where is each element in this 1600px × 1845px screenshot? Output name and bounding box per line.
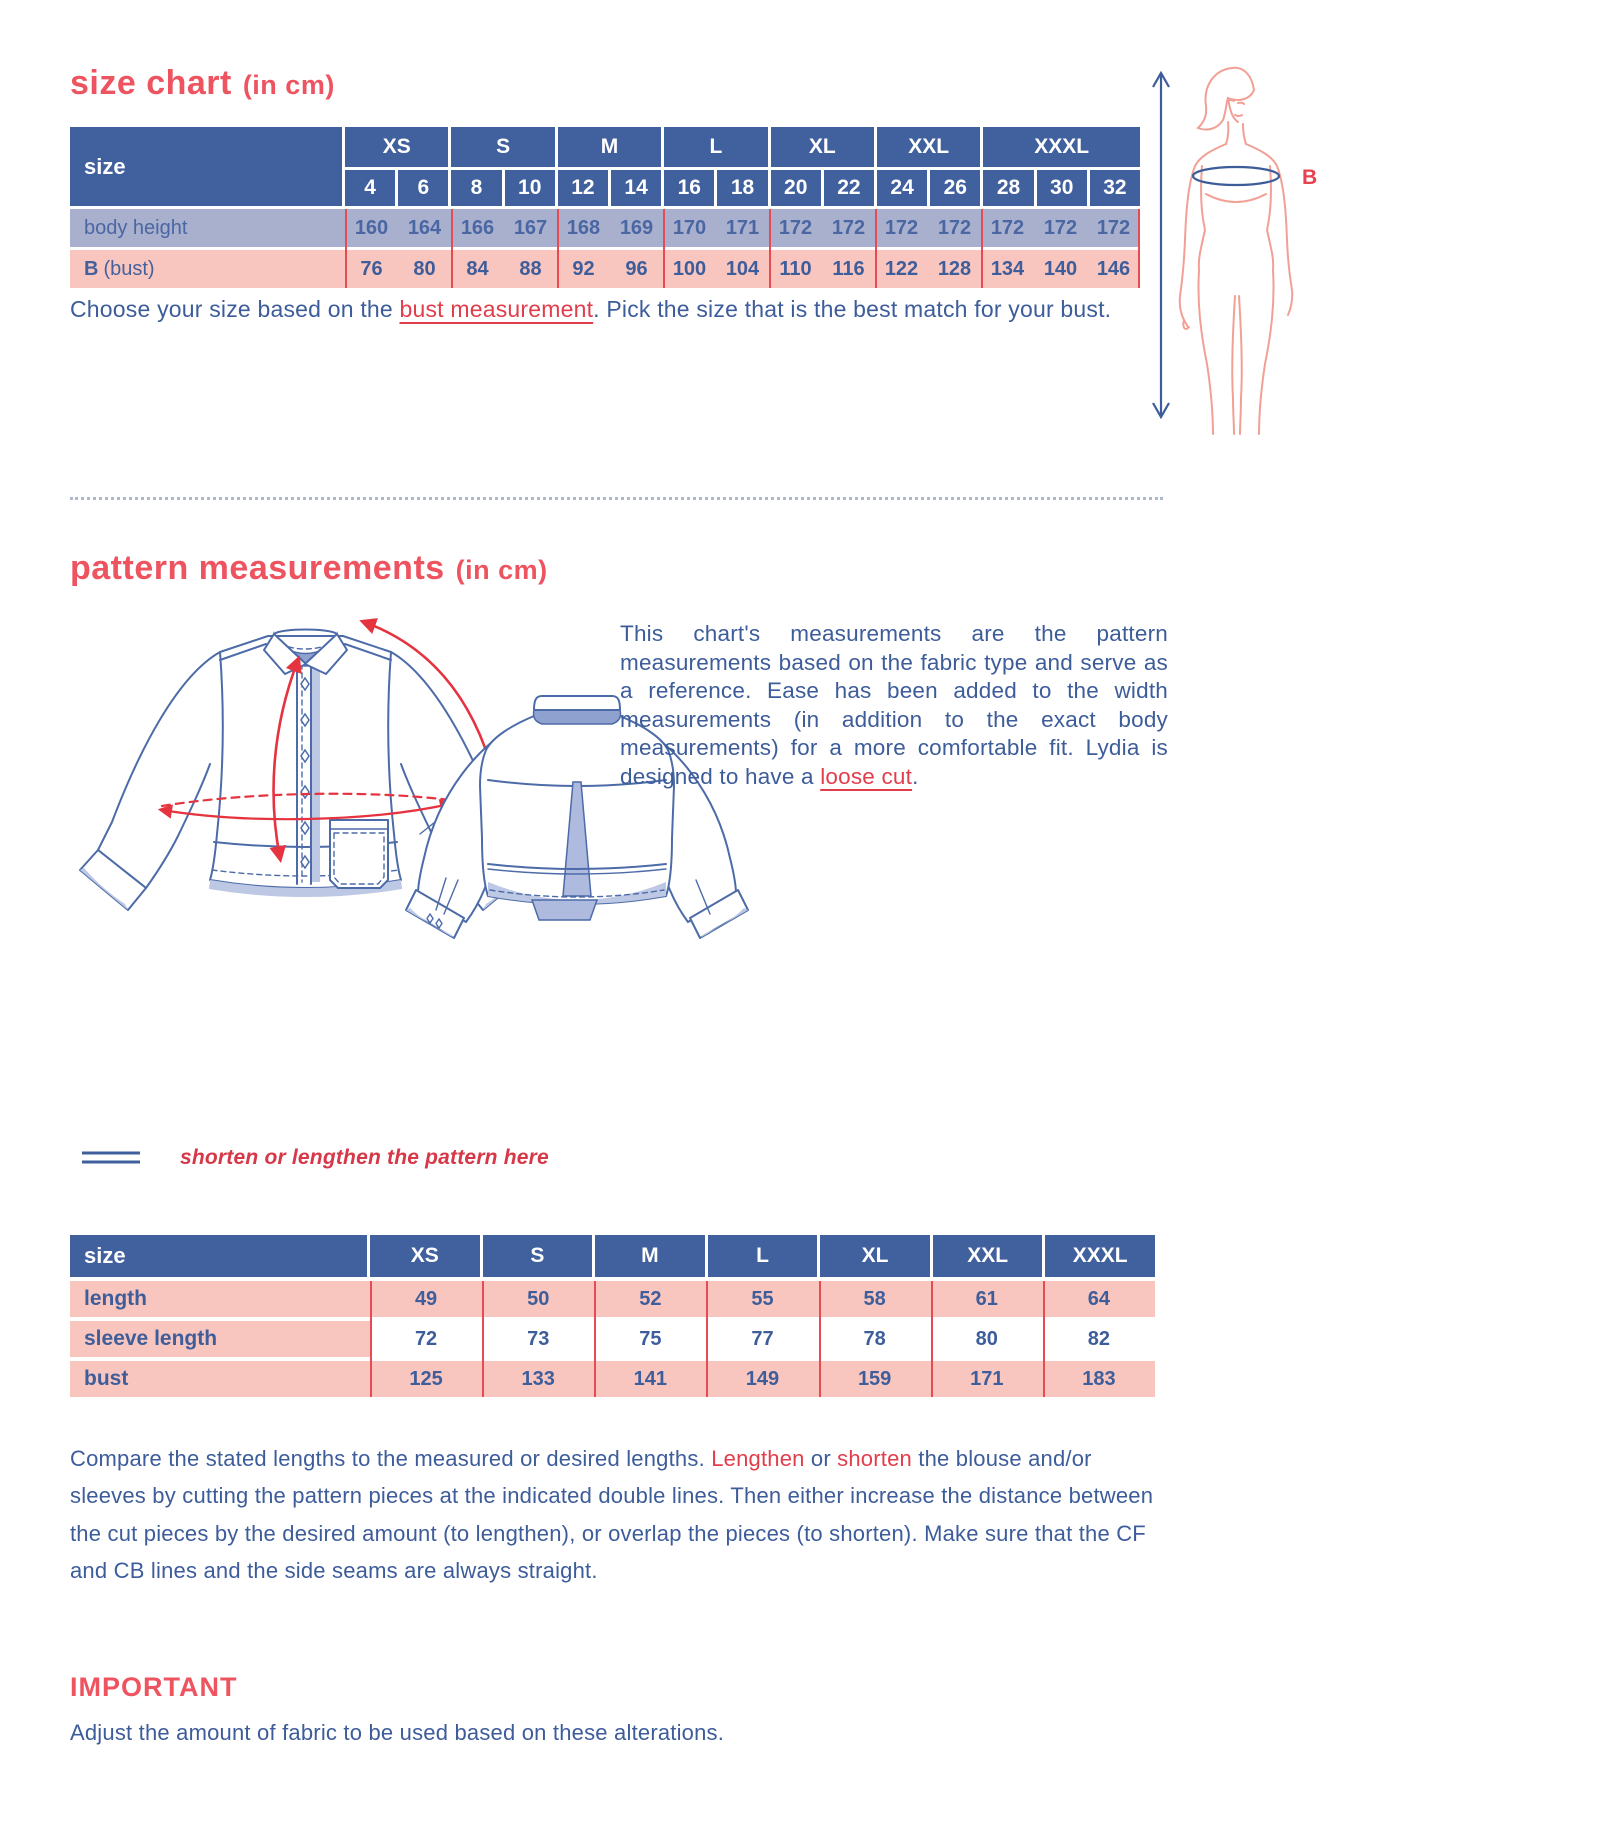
size-group-XXXL: XXXL xyxy=(983,127,1140,167)
column-divider-line xyxy=(819,1281,821,1397)
highlighted-text: loose cut xyxy=(820,763,913,789)
size-chart-value: 76 xyxy=(360,257,383,280)
dotted-separator xyxy=(70,497,1163,500)
pattern-value: 171 xyxy=(970,1367,1004,1390)
pattern-value: 75 xyxy=(639,1327,662,1350)
size-group-XXL: XXL xyxy=(877,127,980,167)
column-divider-line xyxy=(1043,1281,1045,1397)
pattern-title-unit: (in cm) xyxy=(455,555,548,585)
size-chart-value: 140 xyxy=(1043,257,1078,280)
text-segment: Compare the stated lengths to the measured or desired lengths. xyxy=(70,1446,712,1471)
column-divider-line xyxy=(482,1281,484,1397)
size-chart-value: 116 xyxy=(832,257,865,280)
size-chart-table xyxy=(70,127,1140,288)
size-group-L: L xyxy=(664,127,767,167)
size-number-24: 24 xyxy=(877,170,927,206)
size-chart-value: 172 xyxy=(778,216,813,239)
pattern-table-corner-label: size xyxy=(70,1235,367,1277)
pattern-table xyxy=(70,1235,1155,1397)
size-chart-value: 171 xyxy=(725,216,760,239)
group-divider-line xyxy=(875,209,877,288)
size-number-10: 10 xyxy=(505,170,555,206)
important-text: Adjust the amount of fabric to be used based on these alterations. xyxy=(70,1720,725,1745)
row-values xyxy=(370,1361,1155,1397)
highlighted-text: Lengthen xyxy=(711,1446,805,1471)
size-chart-value: 172 xyxy=(990,216,1025,239)
pattern-table-row xyxy=(70,1281,1155,1317)
pattern-row-label: sleeve length xyxy=(70,1321,370,1357)
pattern-value: 64 xyxy=(1087,1287,1111,1310)
text-segment: . xyxy=(912,763,919,789)
woman-outline xyxy=(1180,68,1293,434)
pattern-value: 159 xyxy=(857,1367,892,1390)
size-chart-value: 166 xyxy=(460,216,495,239)
text-segment: or xyxy=(804,1446,838,1471)
size-group-M: M xyxy=(558,127,661,167)
size-chart-title xyxy=(70,64,335,103)
size-chart-value: 172 xyxy=(831,216,866,239)
size-chart-value: 134 xyxy=(990,257,1025,280)
group-divider-line xyxy=(1138,209,1140,288)
legend-text: shorten or lengthen the pattern here xyxy=(180,1146,549,1169)
pattern-value: 52 xyxy=(639,1287,662,1310)
pattern-col-XL: XL xyxy=(820,1235,930,1277)
row-values xyxy=(345,209,1140,247)
group-divider-line xyxy=(769,209,771,288)
size-chart-value: 172 xyxy=(884,216,919,239)
pattern-col-XS: XS xyxy=(370,1235,480,1277)
pattern-value: 72 xyxy=(414,1327,438,1350)
size-number-20: 20 xyxy=(771,170,821,206)
row-values xyxy=(370,1281,1155,1317)
size-chart-row-label: B (bust) xyxy=(70,250,345,288)
size-chart-data-row xyxy=(70,209,1140,247)
size-number-14: 14 xyxy=(611,170,661,206)
size-chart-value: 104 xyxy=(725,257,760,280)
size-chart-value: 160 xyxy=(354,216,389,239)
size-number-4: 4 xyxy=(345,170,395,206)
pattern-value: 61 xyxy=(975,1287,998,1310)
size-chart-body xyxy=(70,209,1140,288)
highlighted-text: shorten xyxy=(837,1446,912,1471)
size-chart-value: 110 xyxy=(779,257,812,280)
size-number-6: 6 xyxy=(398,170,448,206)
row-values xyxy=(370,1321,1155,1357)
size-chart-value: 164 xyxy=(407,216,442,239)
size-number-16: 16 xyxy=(664,170,714,206)
pattern-value: 80 xyxy=(975,1327,998,1350)
row-values xyxy=(345,250,1140,288)
column-divider-line xyxy=(706,1281,708,1397)
size-chart-value: 169 xyxy=(619,216,654,239)
pattern-value: 82 xyxy=(1087,1327,1111,1350)
size-chart-value: 172 xyxy=(1096,216,1131,239)
pattern-col-XXL: XXL xyxy=(933,1235,1043,1277)
size-chart-value: 172 xyxy=(937,216,972,239)
pattern-col-XXXL: XXXL xyxy=(1045,1235,1155,1277)
pattern-value: 49 xyxy=(414,1287,438,1310)
size-chart-data-row xyxy=(70,250,1140,288)
text-segment: Choose your size based on the xyxy=(70,296,400,322)
size-note xyxy=(70,296,1111,323)
pattern-value: 141 xyxy=(633,1367,668,1390)
bust-measure-ellipse xyxy=(1193,167,1279,185)
group-divider-line xyxy=(663,209,665,288)
column-divider-line xyxy=(931,1281,933,1397)
pattern-value: 77 xyxy=(751,1327,774,1350)
size-chart-value: 96 xyxy=(625,257,648,280)
pattern-table-columns xyxy=(370,1235,1155,1277)
pattern-paragraph xyxy=(620,620,1168,791)
size-group-XL: XL xyxy=(771,127,874,167)
pattern-row-label: bust xyxy=(70,1361,370,1397)
pattern-value: 78 xyxy=(863,1327,886,1350)
pattern-value: 183 xyxy=(1082,1367,1116,1390)
size-chart-header-grid xyxy=(345,127,1140,206)
text-segment: This chart's measurements are the pattern measurements based on the fabric type and serve as a reference. Ease has been added to the width measurements (in addition to the exact body measurements) for a more comfortable fit. Lydia is designed to have a xyxy=(620,621,1168,789)
size-chart-corner-label: size xyxy=(70,127,342,206)
group-divider-line xyxy=(345,209,347,288)
compare-paragraph xyxy=(70,1440,1170,1590)
pattern-value: 55 xyxy=(751,1287,774,1310)
size-chart-row-label: body height xyxy=(70,209,345,247)
lengthen-legend xyxy=(80,1146,549,1170)
size-number-32: 32 xyxy=(1090,170,1140,206)
pattern-value: 133 xyxy=(521,1367,555,1390)
size-number-18: 18 xyxy=(717,170,767,206)
size-chart-value: 167 xyxy=(513,216,548,239)
size-chart-value: 84 xyxy=(466,257,489,280)
size-number-22: 22 xyxy=(824,170,874,206)
pattern-table-row xyxy=(70,1321,1155,1357)
text-segment: the blouse and/or sleeves by cutting the pattern pieces at the indicated double lines. Then either increase the distance between the cut pieces by the desired amount (to lengthen), or overlap the pieces (to shorten). Make sure that the CF and CB lines and the side seams are always straight. xyxy=(70,1446,1154,1584)
pattern-value: 50 xyxy=(527,1287,550,1310)
size-number-30: 30 xyxy=(1037,170,1087,206)
size-chart-value: 88 xyxy=(519,257,542,280)
pattern-value: 73 xyxy=(527,1327,550,1350)
pattern-title-text: pattern measurements xyxy=(70,549,445,587)
highlighted-text: bust measurement xyxy=(399,296,594,322)
pattern-col-M: M xyxy=(595,1235,705,1277)
bust-label: B xyxy=(1302,166,1318,189)
size-chart-value: 170 xyxy=(672,216,707,239)
size-chart-value: 172 xyxy=(1043,216,1078,239)
size-chart-title-text: size chart xyxy=(70,64,232,102)
size-number-26: 26 xyxy=(930,170,980,206)
size-number-28: 28 xyxy=(983,170,1033,206)
size-group-XS: XS xyxy=(345,127,448,167)
pattern-value: 58 xyxy=(863,1287,886,1310)
size-chart-value: 92 xyxy=(572,257,595,280)
text-segment: . Pick the size that is the best match for your bust. xyxy=(593,296,1112,322)
group-divider-line xyxy=(557,209,559,288)
size-number-8: 8 xyxy=(451,170,501,206)
size-number-12: 12 xyxy=(558,170,608,206)
column-divider-line xyxy=(370,1281,372,1397)
pattern-col-S: S xyxy=(483,1235,593,1277)
size-chart-value: 80 xyxy=(413,257,436,280)
pattern-table-body xyxy=(70,1281,1155,1397)
height-arrow-icon xyxy=(1153,73,1169,417)
size-chart-title-unit: (in cm) xyxy=(242,70,335,100)
size-chart-value: 100 xyxy=(672,257,707,280)
size-chart-header xyxy=(70,127,1140,206)
size-chart-value: 128 xyxy=(937,257,972,280)
pattern-col-L: L xyxy=(708,1235,818,1277)
size-group-S: S xyxy=(451,127,554,167)
group-divider-line xyxy=(981,209,983,288)
pattern-table-row xyxy=(70,1361,1155,1397)
pattern-value: 125 xyxy=(409,1367,443,1390)
pattern-table-header xyxy=(70,1235,1155,1277)
column-divider-line xyxy=(594,1281,596,1397)
size-chart-value: 146 xyxy=(1096,257,1131,280)
double-line-icon xyxy=(80,1147,142,1169)
important-title: IMPORTANT xyxy=(70,1672,238,1702)
size-chart-value: 168 xyxy=(566,216,601,239)
group-divider-line xyxy=(451,209,453,288)
pattern-row-label: length xyxy=(70,1281,370,1317)
body-figure-illustration xyxy=(1140,60,1325,455)
pattern-title xyxy=(70,549,548,588)
pattern-value: 149 xyxy=(745,1367,780,1390)
size-chart-value: 122 xyxy=(884,257,919,280)
